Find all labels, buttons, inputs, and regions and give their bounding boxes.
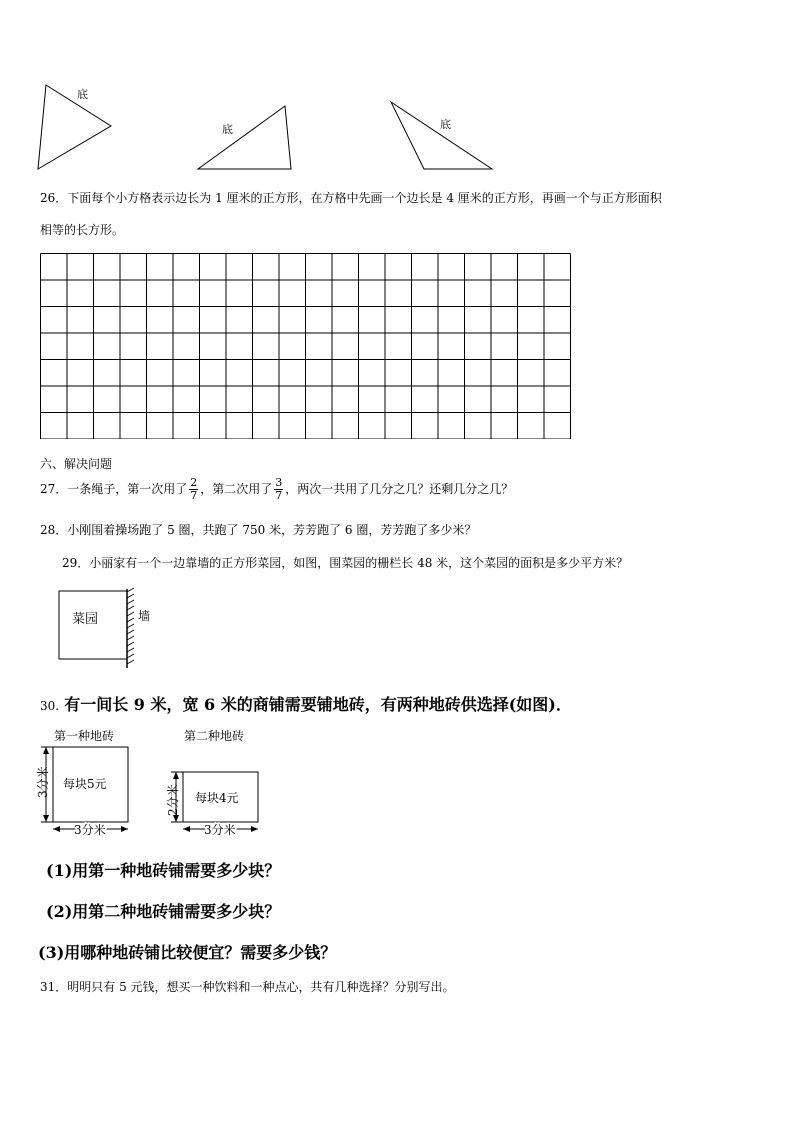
wall-hatching [127, 588, 134, 664]
tile1-title: 第一种地砖 [54, 729, 115, 743]
triangle-3 [391, 102, 492, 169]
tile1-bottom-label: 3分米 [74, 823, 106, 837]
q26-line2: 相等的长方形。 [40, 223, 125, 237]
q30-heading [40, 692, 572, 715]
tile2-price: 每块4元 [195, 791, 239, 805]
q29: 29．小丽家有一个一边靠墙的正方形菜园，如图，围菜园的栅栏长 48 米，这个菜园的面积是多少平方米？ [62, 556, 629, 570]
q27-frac2-den: 7 [275, 489, 283, 502]
q30-text: 有一间长 9 米，宽 6 米的商铺需要铺地砖，有两种地砖供选择(如图)． [64, 695, 572, 714]
q26-line1: 26．下面每个小方格表示边长为 1 厘米的正方形，在方格中先画一个边长是 4 厘米的正方形，再画一个与正方形面积 [40, 191, 662, 205]
triangle-1 [38, 85, 111, 169]
q27-frac1-den: 7 [190, 489, 198, 502]
q27-part2: ，第二次用了 [200, 482, 273, 496]
triangle-2 [198, 106, 291, 169]
tile1-price: 每块5元 [63, 777, 107, 791]
tile-figures [30, 726, 290, 842]
q30-sub1: (1)用第一种地砖铺需要多少块？ [46, 861, 281, 880]
q30-sub2: (2)用第二种地砖铺需要多少块？ [46, 902, 281, 921]
q27-fraction-1 [189, 477, 198, 502]
tile2-bottom-label: 3分米 [204, 823, 236, 837]
q27 [40, 477, 513, 502]
tile2-title: 第二种地砖 [184, 729, 245, 743]
triangle-figures [0, 0, 794, 180]
q27-frac2-num: 3 [275, 476, 283, 489]
section-title: 六、解决问题 [40, 457, 113, 471]
q27-fraction-2 [274, 477, 283, 502]
q31: 31．明明只有 5 元钱，想买一种饮料和一种点心，共有几种选择？分别写出。 [40, 980, 455, 994]
square-grid [40, 253, 572, 439]
q30-sub3: (3)用哪种地砖铺比较便宜？需要多少钱？ [38, 943, 337, 962]
q28: 28．小刚围着操场跑了 5 圈，共跑了 750 米，芳芳跑了 6 圈，芳芳跑了多少米？ [40, 523, 477, 537]
wall-label: 墙 [138, 609, 151, 623]
q30-number: 30. [40, 699, 60, 713]
triangle-1-base-label: 底 [77, 88, 88, 101]
tile2-side-label: 2分米 [166, 784, 180, 816]
garden-figure [55, 588, 165, 670]
tile1-side-label: 3分米 [36, 766, 50, 798]
q27-part3: ，两次一共用了几分之几？还剩几分之几？ [285, 482, 514, 496]
triangle-3-base-label: 底 [440, 118, 451, 131]
garden-label: 菜园 [72, 612, 99, 627]
q27-frac1-num: 2 [190, 476, 198, 489]
triangle-2-base-label: 底 [222, 123, 233, 136]
q27-part1: 27．一条绳子，第一次用了 [40, 482, 188, 496]
